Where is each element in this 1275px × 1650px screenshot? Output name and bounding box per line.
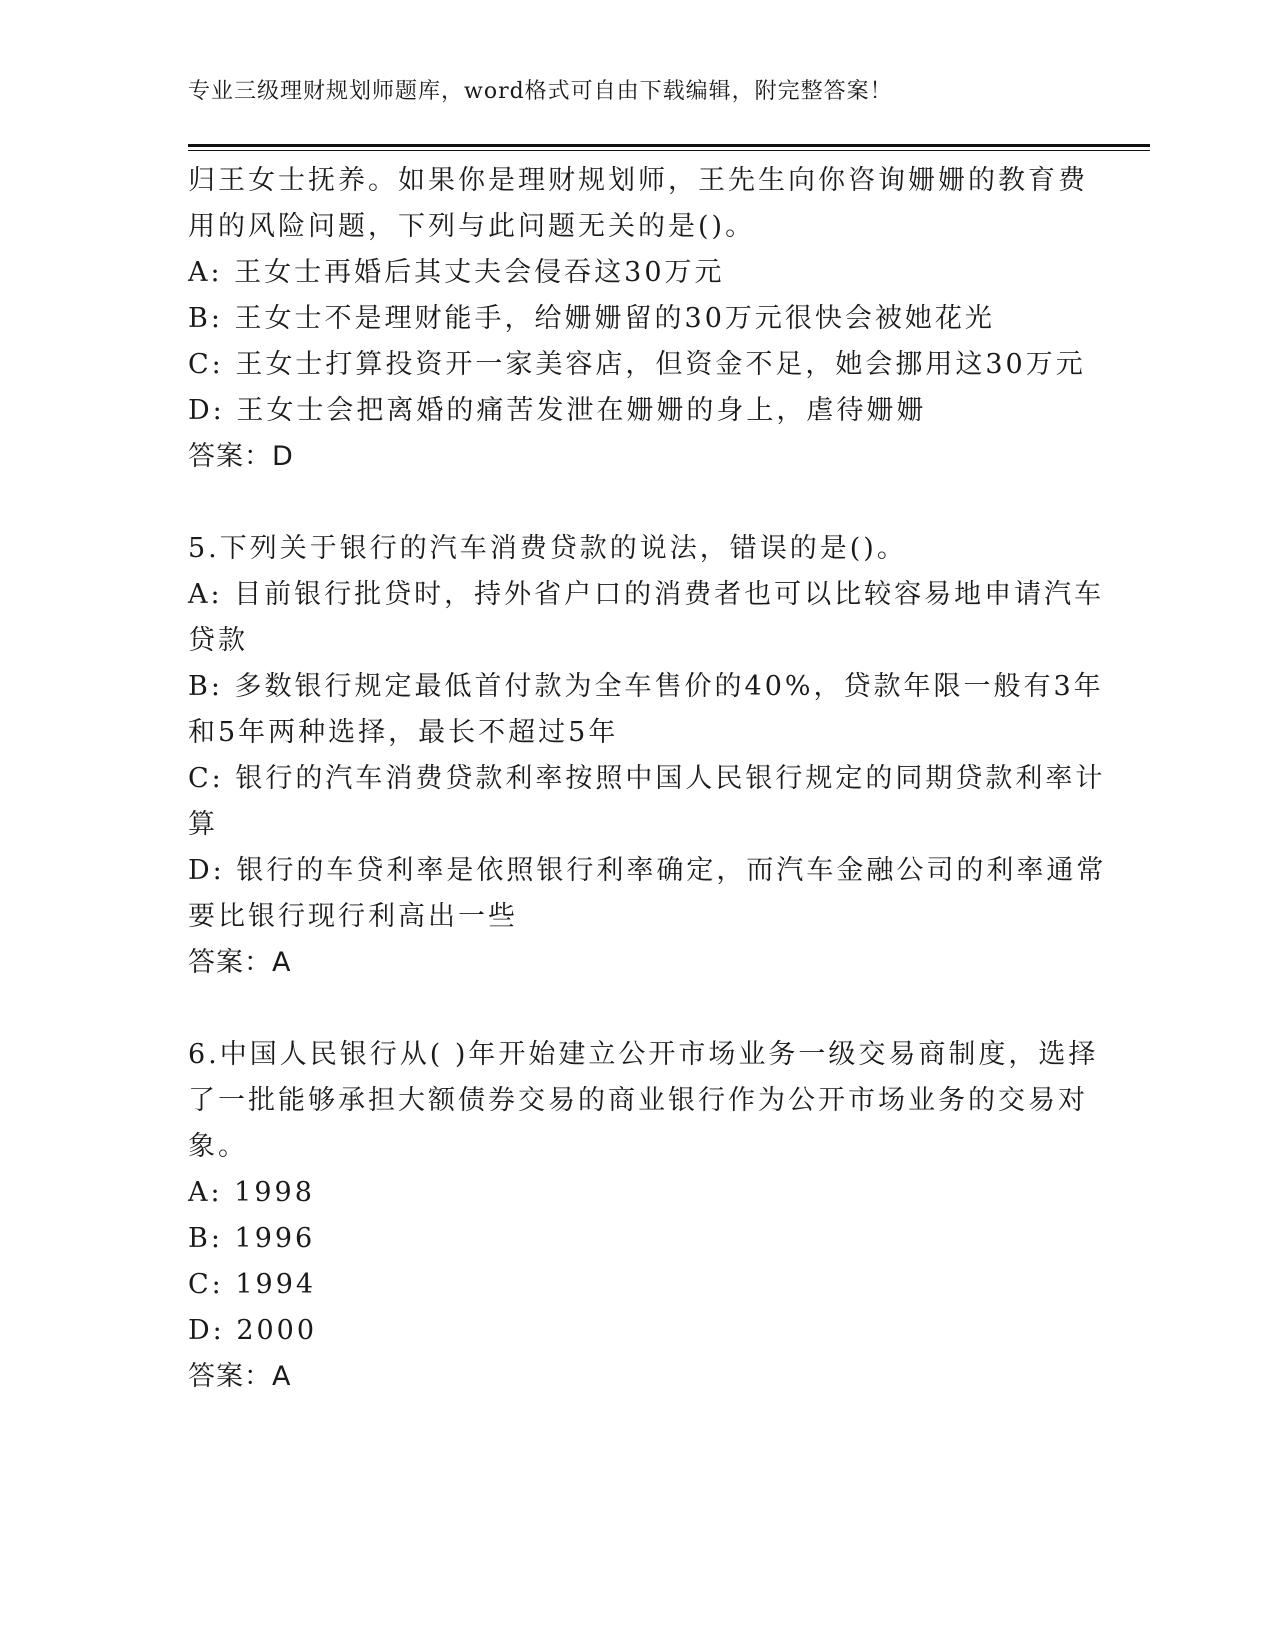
option-b: B: 1996 — [188, 1223, 316, 1254]
option-c: C: 1994 — [188, 1269, 317, 1300]
question-text-line: 象。 — [188, 1131, 248, 1162]
option-c-continued: 算 — [188, 809, 218, 840]
option-a-continued: 贷款 — [188, 625, 248, 656]
question-text-line: 用的风险问题，下列与此问题无关的是()。 — [188, 211, 756, 242]
answer: 答案：D — [188, 441, 294, 472]
header-rule-thin — [188, 150, 1150, 151]
option-d-continued: 要比银行现行利高出一些 — [188, 901, 518, 932]
question-text-line: 5.下列关于银行的汽车消费贷款的说法，错误的是()。 — [188, 533, 907, 564]
option-a: A: 1998 — [188, 1177, 315, 1208]
option-b: B: 多数银行规定最低首付款为全车售价的40%，贷款年限一般有3年 — [188, 671, 1104, 702]
option-b: B: 王女士不是理财能手，给姗姗留的30万元很快会被她花光 — [188, 303, 995, 334]
spacer — [188, 986, 1088, 1032]
question-5 — [188, 526, 1107, 986]
option-d: D: 2000 — [188, 1315, 318, 1346]
option-c: C: 银行的汽车消费贷款利率按照中国人民银行规定的同期贷款利率计 — [188, 763, 1106, 794]
page-header: 专业三级理财规划师题库，word格式可自由下载编辑，附完整答案！ — [188, 79, 893, 104]
question-6 — [188, 1032, 1099, 1400]
question-text-line: 6.中国人民银行从( )年开始建立公开市场业务一级交易商制度，选择 — [188, 1039, 1099, 1070]
option-b-continued: 和5年两种选择，最长不超过5年 — [188, 717, 619, 748]
option-d: D: 银行的车贷利率是依照银行利率确定，而汽车金融公司的利率通常 — [188, 855, 1107, 886]
question-4 — [188, 158, 1088, 480]
option-d: D: 王女士会把离婚的痛苦发泄在姗姗的身上，虐待姗姗 — [188, 395, 927, 426]
option-a: A: 王女士再婚后其丈夫会侵吞这30万元 — [188, 257, 725, 288]
question-text-line: 归王女士抚养。如果你是理财规划师，王先生向你咨询姗姗的教育费 — [188, 165, 1088, 196]
answer: 答案：A — [188, 1361, 292, 1392]
option-a: A: 目前银行批贷时，持外省户口的消费者也可以比较容易地申请汽车 — [188, 579, 1105, 610]
question-text-line: 了一批能够承担大额债券交易的商业银行作为公开市场业务的交易对 — [188, 1085, 1088, 1116]
spacer — [188, 480, 1088, 526]
option-c: C: 王女士打算投资开一家美容店，但资金不足，她会挪用这30万元 — [188, 349, 1086, 380]
answer: 答案：A — [188, 947, 292, 978]
document-body — [188, 158, 1107, 1400]
header-rule-thick — [188, 144, 1150, 147]
